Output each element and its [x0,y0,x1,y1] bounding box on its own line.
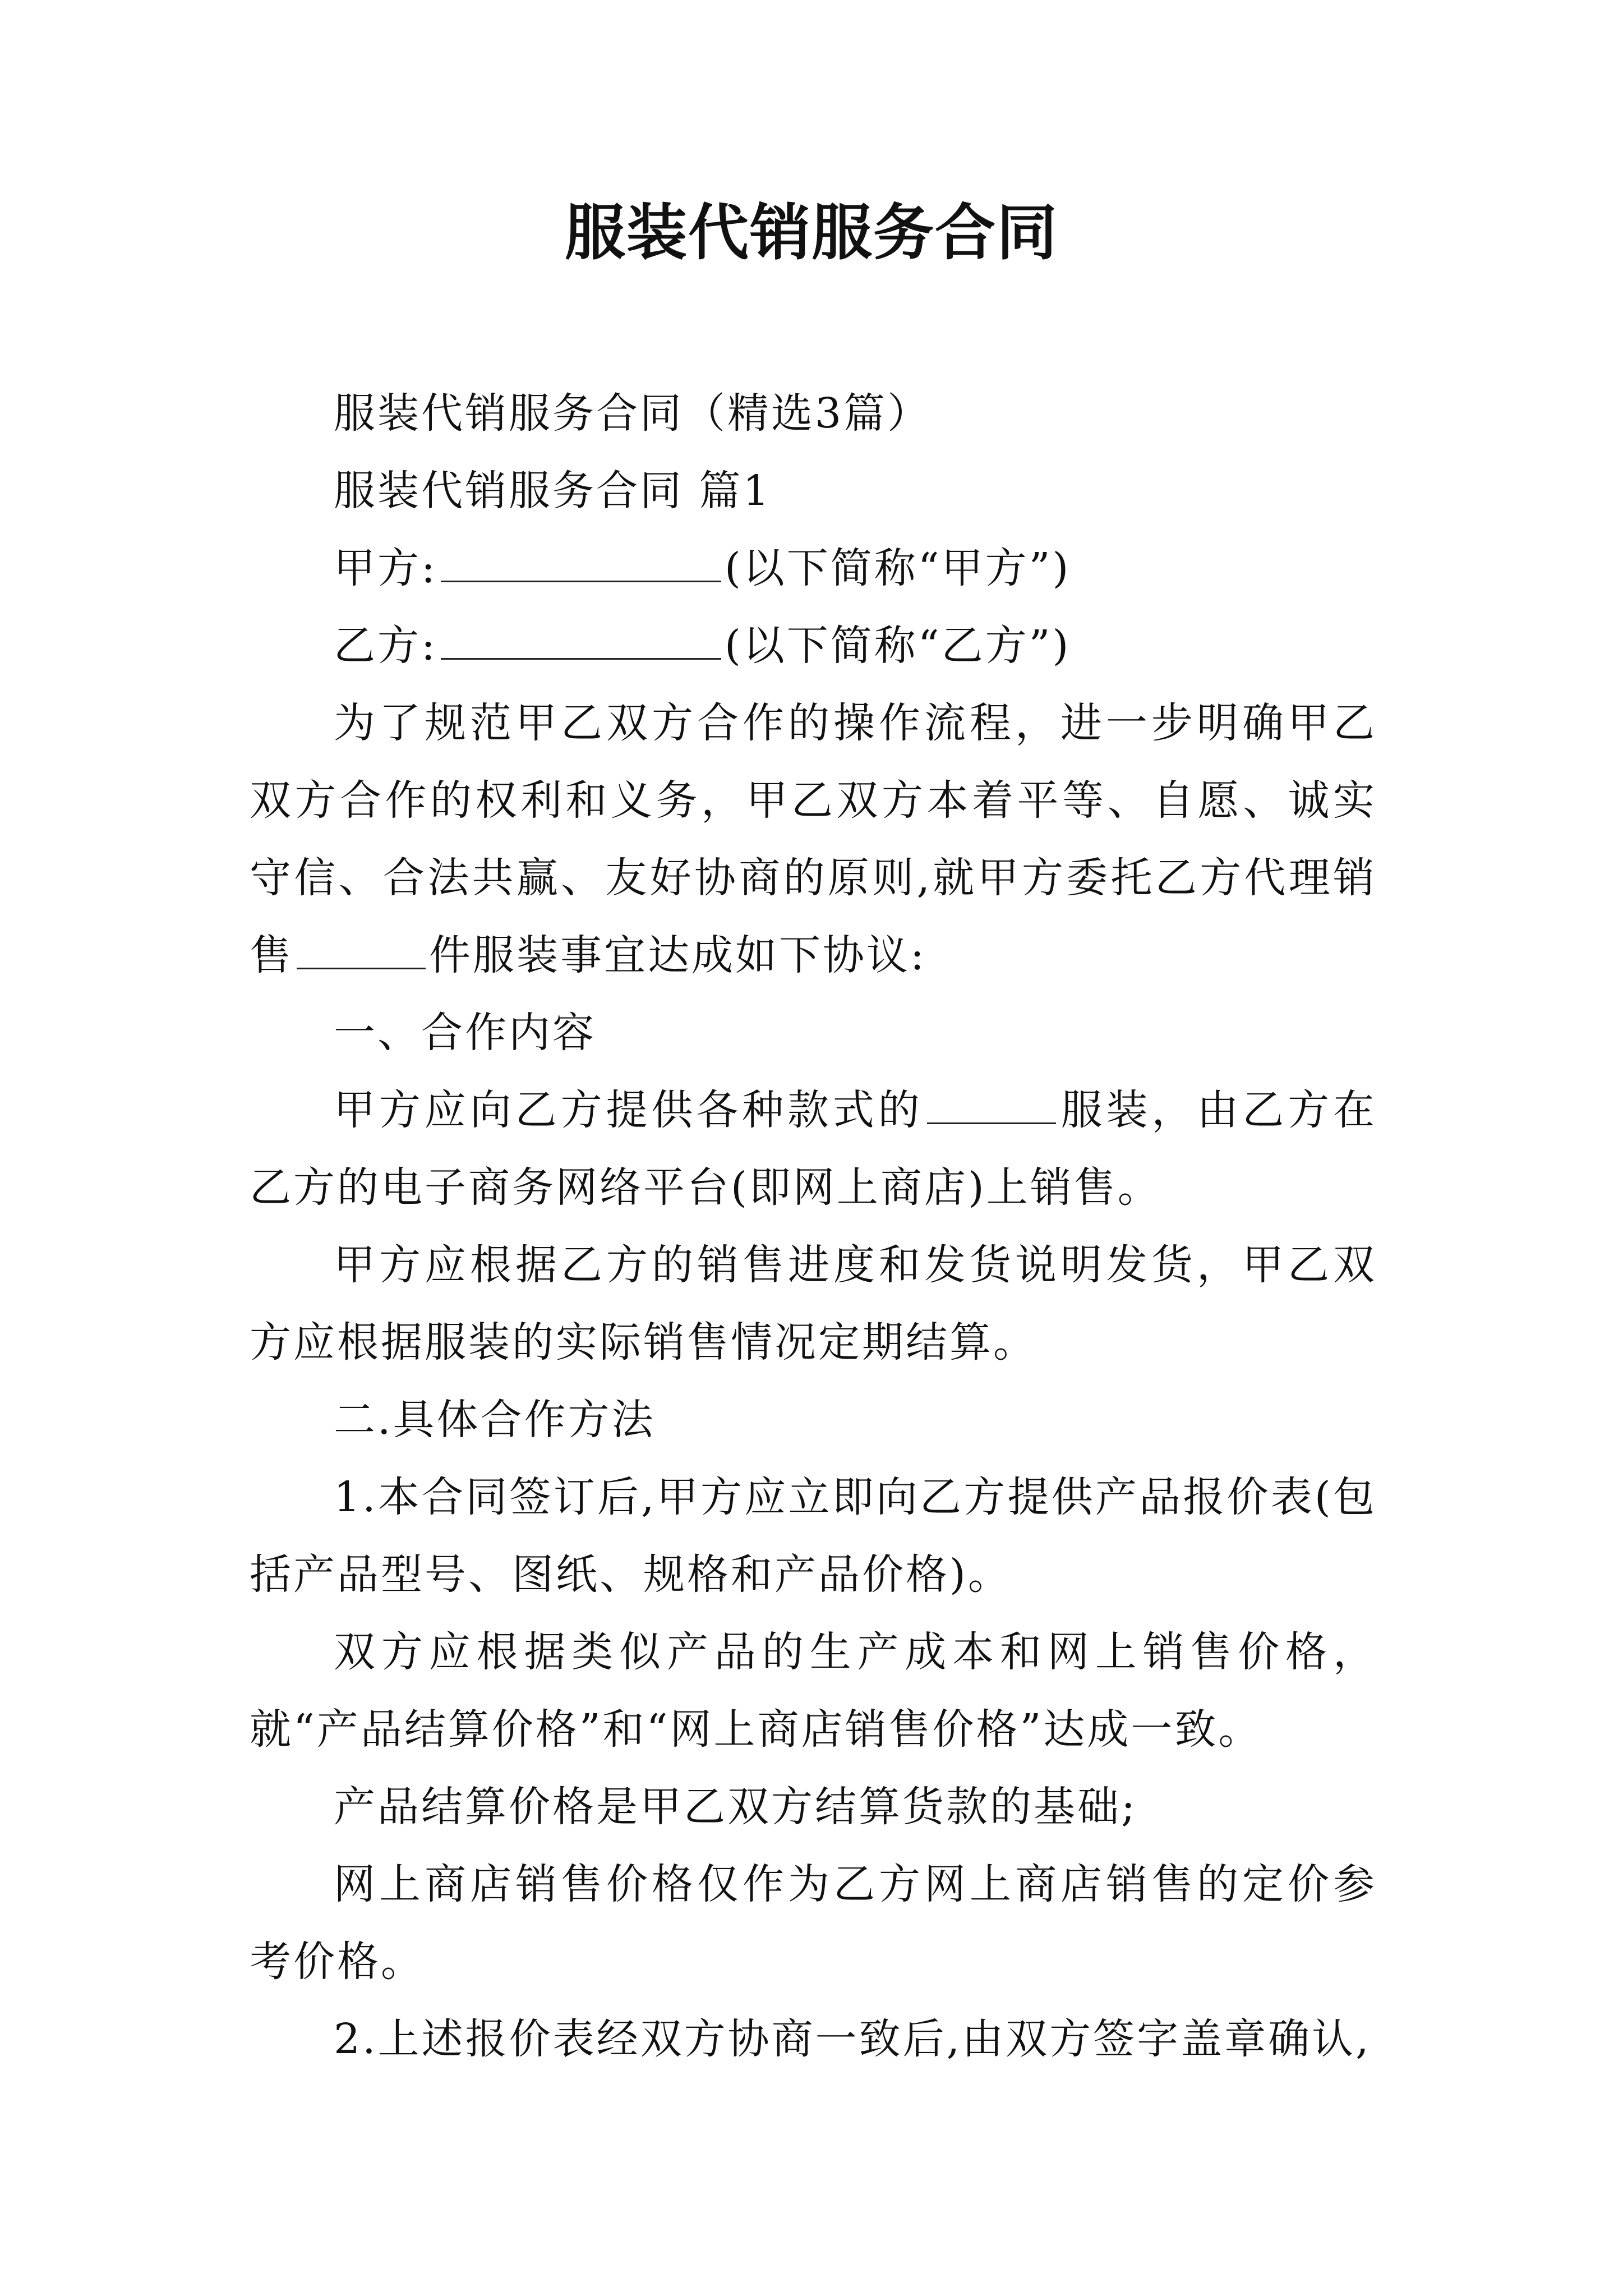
style-blank [927,1083,1056,1124]
intro-paragraph [250,684,1377,994]
section-1-heading: 一、合作内容 [334,1009,596,1057]
section-2-paragraph-1: 1.本合同签订后,甲方应立即向乙方提供产品报价表(包括产品型号、图纸、规格和产品价格)。 [250,1473,1377,1599]
party-a-blank [441,541,721,582]
intro-text-2: 件服装事宜达成如下协议: [429,931,926,979]
section-1-paragraph-2: 甲方应根据乙方的销售进度和发货说明发货，甲乙双方应根据服装的实际销售情况定期结算。 [250,1241,1377,1366]
document-title: 服装代销服务合同 [564,197,1058,268]
party-a-line [250,530,1377,607]
section-2-paragraph-5: 2.上述报价表经双方协商一致后,由双方签字盖章确认, [334,2015,1371,2063]
section-2-paragraph-3: 产品结算价格是甲乙双方结算货款的基础; [334,1783,1137,1831]
section-2-heading: 二.具体合作方法 [334,1396,656,1444]
party-a-label: 甲方: [334,544,437,592]
chapter-heading: 服装代销服务合同 篇1 [334,467,772,515]
intro-text-1: 为了规范甲乙双方合作的操作流程，进一步明确甲乙双方合作的权利和义务，甲乙双方本着平等、自愿、诚实守信、合法共赢、友好协商的原则,就甲方委托乙方代理销售 [250,699,1377,979]
s1-text-1: 甲方应向乙方提供各种款式的 [334,1086,924,1134]
section-2-paragraph-2: 双方应根据类似产品的生产成本和网上销售价格，就“产品结算价格”和“网上商店销售价格”达成一致。 [250,1628,1377,1754]
quantity-blank [297,928,426,969]
s1-text-2: 服装，由乙方在乙方的电子商务网络平台(即网上商店)上销售。 [250,1086,1377,1212]
party-b-blank [441,619,721,660]
party-b-suffix: (以下简称“乙方”) [724,622,1071,670]
party-b-label: 乙方: [334,622,437,670]
subtitle: 服装代销服务合同（精选3篇） [334,389,932,438]
section-2-paragraph-4: 网上商店销售价格仅作为乙方网上商店销售的定价参考价格。 [250,1860,1377,1986]
party-a-suffix: (以下简称“甲方”) [724,544,1071,592]
document-body [250,375,1377,2078]
party-b-line [250,607,1377,684]
section-1-paragraph-1 [250,1071,1377,1226]
